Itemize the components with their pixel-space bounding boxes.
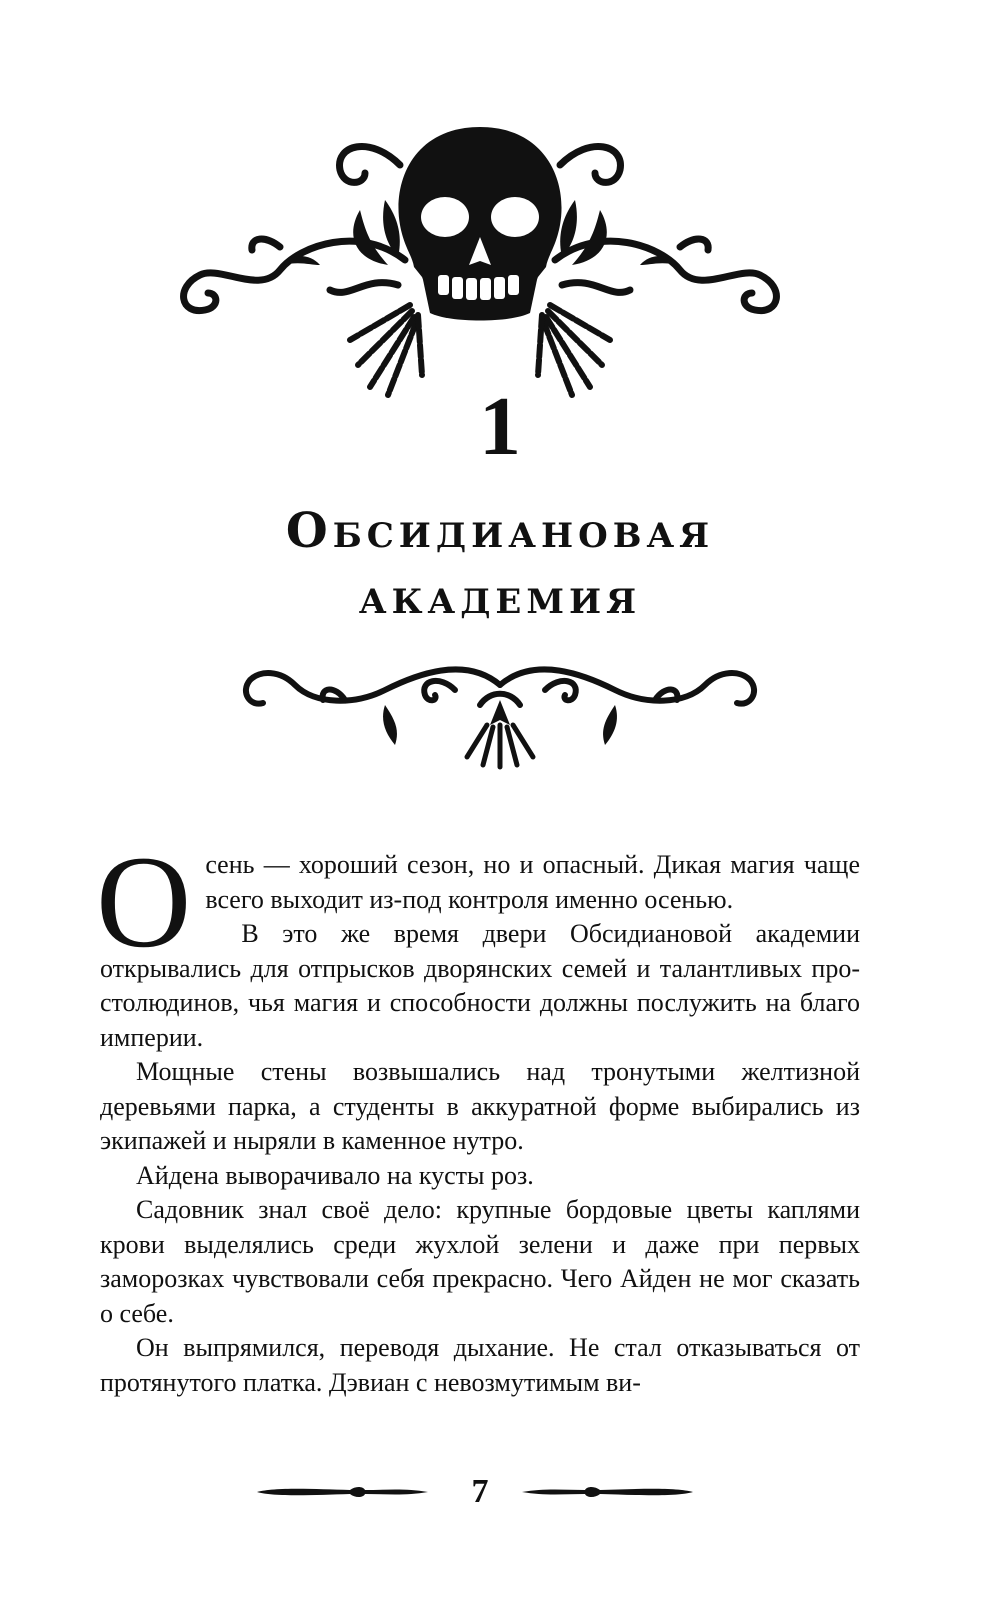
chapter-body	[96, 828, 860, 1400]
bone-divider-left-icon	[255, 1481, 430, 1503]
paragraph-text: сень — хороший сезон, но и опасный. Дикая магия чаще всего выходит из-под контроля именно осенью.	[205, 850, 860, 914]
page-number: 7	[471, 1473, 489, 1510]
chapter-title-line-2: академия	[358, 569, 642, 625]
paragraph: Айдена выворачивало на кусты роз.	[136, 1160, 534, 1190]
paragraph: Садовник знал своё дело: крупные бордовые цветы каплями крови выделялись среди жухлой зелени и даже при первых заморозках чувствовали себя прекрасно. Чего Айден не мог сказать о себе.	[100, 1195, 860, 1328]
chapter-title-line-1: Обсидиановая	[285, 503, 715, 559]
drop-cap: О	[96, 828, 192, 975]
chapter-number: 1	[479, 380, 521, 473]
paragraph	[96, 828, 860, 975]
page-footer	[0, 1470, 1000, 1520]
bone-divider-right-icon	[520, 1481, 695, 1503]
flourish-divider-icon	[235, 645, 765, 770]
paragraph: Он выпрямился, переводя дыхание. Не стал отказываться от протянутого платка. Дэвиан с невозмутимым ви-	[100, 1333, 860, 1397]
paragraph: Мощные стены возвышались над тронутыми желтизной деревьями парка, а студенты в аккуратной форме выбирались из экипажей и ныряли в каменное нутро.	[100, 1057, 860, 1155]
paragraph: В это же время двери Обсидиановой академии открывались для отпрысков дворянских семей и талантливых простолюдинов, чья магия и способности должны послужить на благо империи.	[100, 919, 860, 1052]
